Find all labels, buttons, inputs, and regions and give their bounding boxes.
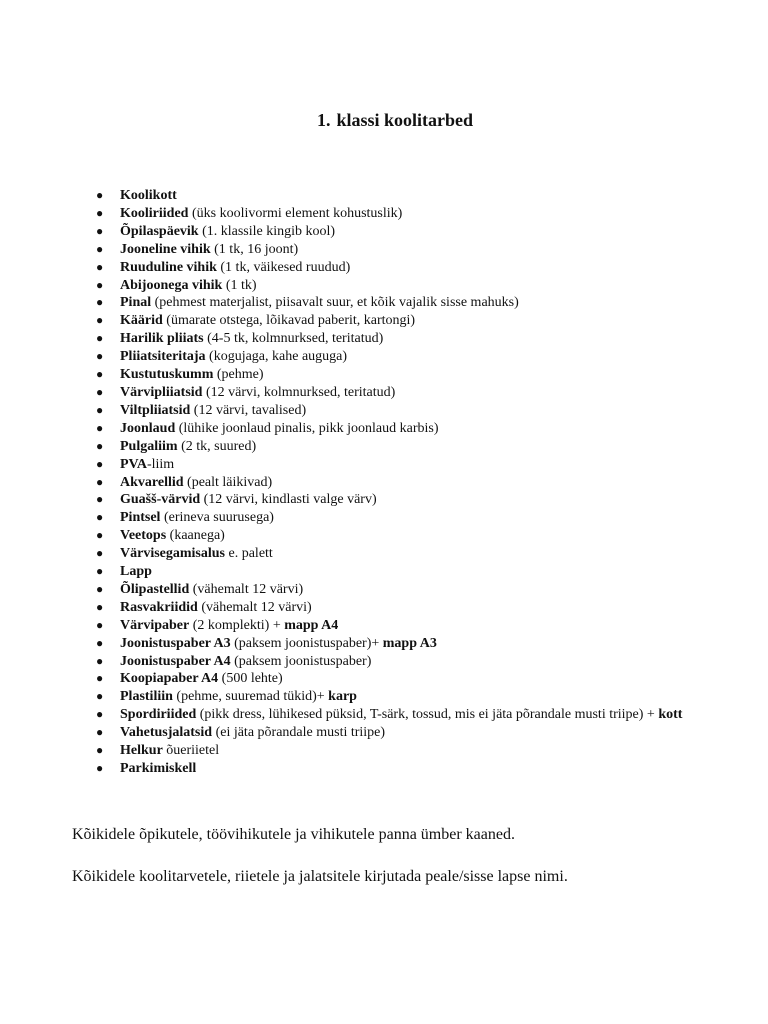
item-name: PVA <box>120 456 147 472</box>
list-item <box>96 670 696 688</box>
bullet-icon: ● <box>96 671 104 686</box>
item-detail: -liim <box>146 456 175 472</box>
item-name: Õpilaspäevik <box>120 223 199 239</box>
list-item <box>96 760 696 778</box>
list-item <box>96 384 696 402</box>
note-covers: Kõikidele õpikutele, töövihikutele ja vihikutele panna ümber kaaned. <box>72 826 515 843</box>
page-title <box>0 108 768 132</box>
bullet-icon: ● <box>96 635 104 650</box>
bullet-icon: ● <box>96 617 104 632</box>
item-name: kott <box>658 707 683 723</box>
item-detail: (pehmest materjalist, piisavalt suur, et kõik vajalik sisse mahuks) <box>151 295 519 311</box>
list-item <box>96 491 696 509</box>
list-item <box>96 545 696 563</box>
item-name: Õlipastellid <box>120 581 190 597</box>
list-item <box>96 420 696 438</box>
item-name: Spordiriided <box>120 707 197 723</box>
item-name: Käärid <box>120 313 163 329</box>
item-detail: (kogujaga, kahe auguga) <box>205 349 348 365</box>
item-detail: (1. klassile kingib kool) <box>198 223 336 239</box>
list-item <box>96 187 696 205</box>
bullet-icon: ● <box>96 259 104 274</box>
item-name: Kooliriided <box>120 205 189 221</box>
list-item <box>96 706 696 724</box>
bullet-icon: ● <box>96 313 104 328</box>
bullet-icon: ● <box>96 277 104 292</box>
item-detail: (kaanega) <box>166 528 225 544</box>
bullet-icon: ● <box>96 474 104 489</box>
bullet-icon: ● <box>96 653 104 668</box>
item-name: Harilik pliiats <box>120 331 204 347</box>
item-name: Koolikott <box>120 188 177 203</box>
bullet-icon: ● <box>96 384 104 399</box>
bullet-icon: ● <box>96 295 104 310</box>
item-detail: e. palett <box>225 546 273 562</box>
bullet-icon: ● <box>96 581 104 596</box>
bullet-icon: ● <box>96 331 104 346</box>
list-item <box>96 438 696 456</box>
list-item <box>96 312 696 330</box>
item-name: Pintsel <box>120 510 161 526</box>
item-name: Vahetusjalatsid <box>120 725 213 741</box>
item-detail: (2 komplekti) + <box>189 617 285 633</box>
item-detail: (500 lehte) <box>218 671 283 687</box>
item-name: Koopiapaber A4 <box>120 671 219 687</box>
item-name: Värvisegamisalus <box>120 546 225 562</box>
item-detail: (4-5 tk, kolmnurksed, teritatud) <box>203 331 384 347</box>
list-item <box>96 205 696 223</box>
item-name: Lapp <box>120 564 152 580</box>
list-item <box>96 653 696 671</box>
item-name: Pliiatsiteritaja <box>120 349 206 365</box>
bullet-icon: ● <box>96 743 104 758</box>
bullet-icon: ● <box>96 402 104 417</box>
bullet-icon: ● <box>96 564 104 579</box>
item-name: Veetops <box>120 528 167 544</box>
title-text: klassi koolitarbed <box>336 110 474 130</box>
item-name: Joonlaud <box>120 420 176 436</box>
item-name: Värvipaber <box>120 617 190 633</box>
item-name: Helkur <box>120 743 163 759</box>
bullet-icon: ● <box>96 241 104 256</box>
list-item <box>96 223 696 241</box>
item-name: Joonistuspaber A3 <box>120 635 231 651</box>
bullet-icon: ● <box>96 492 104 507</box>
item-name: Pinal <box>120 295 152 311</box>
list-item <box>96 330 696 348</box>
list-item <box>96 617 696 635</box>
item-name: Värvipliiatsid <box>120 384 203 400</box>
item-name: Parkimiskell <box>120 761 197 776</box>
item-detail: (vähemalt 12 värvi) <box>197 599 312 615</box>
item-detail: (12 värvi, kindlasti valge värv) <box>200 492 377 508</box>
bullet-icon: ● <box>96 188 104 202</box>
supply-list <box>96 187 696 778</box>
list-item <box>96 509 696 527</box>
list-item <box>96 688 696 706</box>
bullet-icon: ● <box>96 349 104 364</box>
bullet-icon: ● <box>96 707 104 722</box>
list-item <box>96 599 696 617</box>
bullet-icon: ● <box>96 599 104 614</box>
bullet-icon: ● <box>96 761 104 775</box>
item-name: Akvarellid <box>120 474 184 490</box>
item-detail: (1 tk) <box>222 277 257 293</box>
item-detail: (ümarate otstega, lõikavad paberit, kartongi) <box>162 313 416 329</box>
title-number: 1. <box>316 110 331 130</box>
bullet-icon: ● <box>96 546 104 561</box>
list-item <box>96 742 696 760</box>
bullet-icon: ● <box>96 420 104 435</box>
item-detail: (paksem joonistuspaber)+ <box>230 635 383 651</box>
bullet-icon: ● <box>96 438 104 453</box>
list-item <box>96 456 696 474</box>
list-item <box>96 402 696 420</box>
bullet-icon: ● <box>96 689 104 704</box>
item-name: mapp A4 <box>284 617 339 633</box>
item-name: Ruuduline vihik <box>120 259 217 275</box>
list-item <box>96 527 696 545</box>
bullet-icon: ● <box>96 725 104 740</box>
note-names: Kõikidele koolitarvetele, riietele ja jalatsitele kirjutada peale/sisse lapse nimi. <box>72 868 568 885</box>
item-detail: (12 värvi, tavalised) <box>190 402 307 418</box>
item-detail: (lühike joonlaud pinalis, pikk joonlaud karbis) <box>175 420 439 436</box>
item-name: Kustutuskumm <box>120 367 214 383</box>
item-name: karp <box>328 689 357 705</box>
item-name: Jooneline vihik <box>120 241 211 257</box>
list-item <box>96 635 696 653</box>
item-detail: (pealt läikivad) <box>183 474 273 490</box>
item-name: mapp A3 <box>382 635 437 651</box>
bullet-icon: ● <box>96 510 104 525</box>
item-name: Rasvakriidid <box>120 599 198 615</box>
item-name: Abijoonega vihik <box>120 277 223 293</box>
bullet-icon: ● <box>96 528 104 543</box>
item-name: Viltpliiatsid <box>120 402 191 418</box>
item-name: Plastiliin <box>120 689 173 705</box>
item-detail: (pehme) <box>213 367 264 383</box>
bullet-icon: ● <box>96 367 104 382</box>
item-detail: (pikk dress, lühikesed püksid, T-särk, tossud, mis ei jäta põrandale musti triipe) + <box>196 707 659 723</box>
item-detail: õueriietel <box>162 743 220 759</box>
item-detail: (1 tk, 16 joont) <box>210 241 299 257</box>
item-detail: (12 värvi, kolmnurksed, teritatud) <box>202 384 396 400</box>
bullet-icon: ● <box>96 456 104 471</box>
list-item <box>96 348 696 366</box>
item-detail: (paksem joonistuspaber) <box>230 653 372 669</box>
bullet-icon: ● <box>96 205 104 220</box>
list-item <box>96 277 696 295</box>
item-detail: (2 tk, suured) <box>177 438 257 454</box>
item-detail: (üks koolivormi element kohustuslik) <box>188 205 403 221</box>
item-detail: (erineva suurusega) <box>160 510 274 526</box>
item-detail: (ei jäta põrandale musti triipe) <box>212 725 386 741</box>
item-detail: (pehme, suuremad tükid)+ <box>172 689 329 705</box>
list-item <box>96 563 696 581</box>
list-item <box>96 724 696 742</box>
list-item <box>96 366 696 384</box>
item-detail: (vähemalt 12 värvi) <box>189 581 304 597</box>
bullet-icon: ● <box>96 223 104 238</box>
list-item <box>96 259 696 277</box>
item-name: Joonistuspaber A4 <box>120 653 231 669</box>
list-item <box>96 474 696 492</box>
item-name: Pulgaliim <box>120 438 178 454</box>
list-item <box>96 581 696 599</box>
item-name: Guašš-värvid <box>120 492 201 508</box>
list-item <box>96 241 696 259</box>
list-item <box>96 294 696 312</box>
item-detail: (1 tk, väikesed ruudud) <box>216 259 351 275</box>
